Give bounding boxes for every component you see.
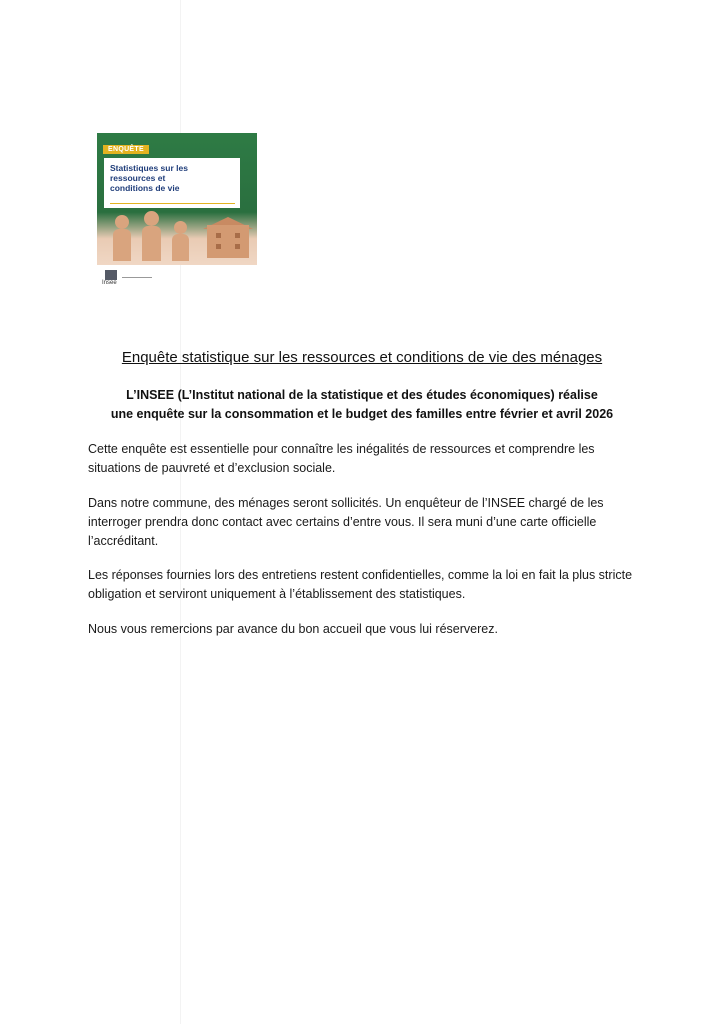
survey-poster-image xyxy=(97,133,257,265)
wooden-house xyxy=(207,225,249,258)
poster-badge: ENQUÊTE xyxy=(103,145,149,154)
figure-head-2 xyxy=(144,211,159,226)
insee-logo-text: Insee xyxy=(102,280,117,286)
poster-card xyxy=(104,158,240,208)
logo-tagline xyxy=(122,277,152,278)
figure-body-3 xyxy=(172,234,189,261)
insee-logo-mark-icon xyxy=(105,270,117,280)
paragraph-contact: Dans notre commune, des ménages seront sollicités. Un enquêteur de l’INSEE chargé de les interroger prendra donc contact avec certains d’entre vous. Il sera muni d’une carte officielle l’accréditant. xyxy=(88,496,604,548)
paragraph-confidentiality: Les réponses fournies lors des entretiens restent confidentielles, comme la loi en fait la plus stricte obligation et serviront uniquement à l’établissement des statistiques. xyxy=(88,568,633,601)
figure-head-3 xyxy=(174,221,187,234)
document-subtitle xyxy=(60,386,664,424)
paragraph-thanks: Nous vous remercions par avance du bon accueil que vous lui réserverez. xyxy=(88,622,498,636)
figure-body-2 xyxy=(142,226,161,261)
subtitle-line-1: L’INSEE (L’Institut national de la statistique et des études économiques) réalise xyxy=(126,388,598,402)
document-title: Enquête statistique sur les ressources et conditions de vie des ménages xyxy=(121,349,603,366)
paragraph-importance: Cette enquête est essentielle pour connaître les inégalités de ressources et comprendre les situations de pauvreté et d’exclusion sociale. xyxy=(88,442,595,475)
poster-underline xyxy=(110,203,235,204)
insee-logo xyxy=(100,269,160,289)
figure-head-1 xyxy=(115,215,129,229)
subtitle-line-2: une enquête sur la consommation et le budget des familles entre février et avril 2026 xyxy=(110,407,614,421)
figure-body-1 xyxy=(113,229,131,261)
poster-title: Statistiques sur les ressources et conditions de vie xyxy=(110,163,188,193)
